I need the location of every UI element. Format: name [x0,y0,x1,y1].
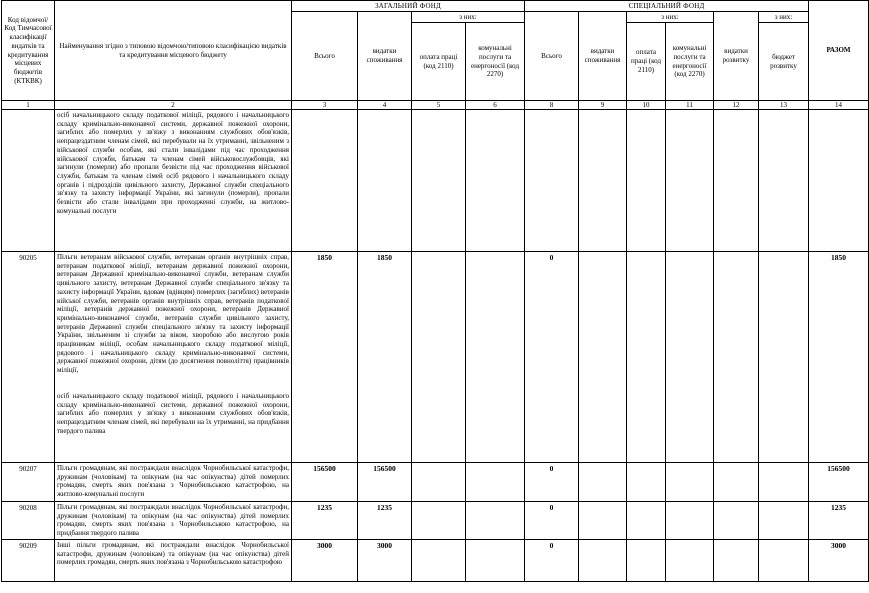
col-num: 4 [358,101,412,110]
col-num: 8 [525,101,579,110]
col-num: 5 [412,101,466,110]
row-grand-total: 1850 [809,252,869,463]
row-sp-total [525,110,579,252]
header-sp-of-which-2: з них: [759,12,809,23]
header-consumption: видатки споживання [358,12,412,101]
header-sp-development: видатки розвитку [714,12,759,101]
table-row [2,502,869,540]
col-num: 3 [292,101,358,110]
column-number-row [2,101,869,110]
header-salary: оплата праці (код 2110) [412,23,466,101]
col-num: 9 [579,101,627,110]
row-code: 90208 [2,502,55,540]
table-row [2,540,869,582]
header-utilities: комунальні послуги та енергоносії (код 2270) [466,23,525,101]
row-consumption: 3000 [358,540,412,582]
row-grand-total: 156500 [809,463,869,502]
col-num: 13 [759,101,809,110]
header-grand-total: РАЗОМ [809,1,869,101]
col-num: 6 [466,101,525,110]
col-num: 10 [627,101,666,110]
row-grand-total: 3000 [809,540,869,582]
col-num: 14 [809,101,869,110]
header-sp-salary: оплата праці (код 2110) [627,23,666,101]
header-code: Код відомчої/Код Тимчасової класифікації видатків та кредитування місцевих бюджетів (КТКВК) [2,1,55,101]
row-name: Інші пільги громадянам, які постраждали внаслідок Чорнобильської катастрофи, дружинам (чоловікам) та опікунам (на час опікунства) дітей померлих громадян, смерть яких пов'язана з Чорнобильською катастрофою [55,540,292,582]
col-num: 11 [666,101,714,110]
header-sp-total: Всього [525,12,579,101]
header-general-fund: ЗАГАЛЬНИЙ ФОНД [292,1,525,12]
row-sp-total: 0 [525,502,579,540]
row-sp-total: 0 [525,252,579,463]
row-code: 90207 [2,463,55,502]
header-sp-of-which: з них: [627,12,714,23]
table-row [2,463,869,502]
col-num: 1 [2,101,55,110]
row-name: Пільги громадянам, які постраждали внаслідок Чорнобильської катастрофи, дружинам (чоловікам) та опікунам (на час опікунства) дітей померлих громадян, смерть яких пов'язана з Чорнобильською катастрофою, на житлово-комунальні послуги [55,463,292,502]
col-num: 2 [55,101,292,110]
row-name [55,252,292,463]
row-sp-total: 0 [525,463,579,502]
table-row [2,252,869,463]
header-of-which: з них: [412,12,525,23]
row-total: 3000 [292,540,358,582]
row-total: 1850 [292,252,358,463]
row-name: осіб начальницького складу податкової міліції, рядового і начальницького складу кримінально-виконавчої системи, державної пожежної охорони, загиблих або померлих у зв'язку з виконанням службових обов'язків, непрацездатним членам сімей, які перебували на їх утриманні, звільненим з військової служби особам, які стали інвалідами під час проходження військової служби, батькам та членам сімей військовослужбовців, які загинули (померли) або пропали безвісти під час проходження військової служби, батькам та членам сімей осіб рядового і начальницького складу органів і підрозділів цивільного захисту, Державної служби спеціального зв'язку та захисту інформації України, які загинули (померли), пропали безвісти або стали інвалідами при проходженні служби, на житлово-комунальні послуги [55,110,292,252]
col-num: 12 [714,101,759,110]
row-total: 1235 [292,502,358,540]
row-consumption: 156500 [358,463,412,502]
row-consumption [358,110,412,252]
row-grand-total: 1235 [809,502,869,540]
row-total: 156500 [292,463,358,502]
header-total: Всього [292,12,358,101]
header-sp-utilities: комунальні послуги та енергоносії (код 2270) [666,23,714,101]
table-row [2,110,869,252]
header-sp-budget-dev: бюджет розвитку [759,23,809,101]
row-total [292,110,358,252]
header-special-fund: СПЕЦІАЛЬНИЙ ФОНД [525,1,809,12]
row-sp-total: 0 [525,540,579,582]
header-name: Найменування згідно з типовою відомчою/типовою класифікацією видатків та кредитування місцевого бюджету [55,1,292,101]
row-code: 90205 [2,252,55,463]
row-code [2,110,55,252]
row-code: 90209 [2,540,55,582]
row-name-part-2: осіб начальницького складу податкової міліції, рядового і начальницького складу кримінально-виконавчої системи, державної пожежної охорони, загиблих або померлих у зв'язку з виконанням службових обов'язків, непрацездатним членам сімей, які перебували на їх утриманні, на придбання твердого палива [57,391,289,435]
row-name-part-1: Пільги ветеранам військової служби, ветеранам органів внутрішніх справ, ветеранам податкової міліції, ветеранам державної пожежної охорони, ветеранам Державної кримінально-виконавчої служби, ветеранам служби цивільного захисту, ветеранам Державної служби спеціального зв'язку та захисту інформації України, вдовам (вдівцям) померлих (загиблих) ветеранів війської служби, ветеранів органів внутрішніх справ, ветеранів податкової міліції, ветеранів державної пожежної охорони, ветеранів Державної кримінально-виконавчої служби, ветеранів служби цивільного захисту, ветеранів Державної служби спеціального зв'язку та захисту інформації України, звільненим зі служби за віком, хворобою або вислугою років працівникам міліції, особам начальницького складу податкової міліції, рядового і начальницького складу кримінально-виконавчої системи, державної пожежної охорони, дітям (до досягнення повноліття) працівників міліції, [57,253,289,375]
budget-table [1,0,869,582]
row-grand-total [809,110,869,252]
row-consumption: 1850 [358,252,412,463]
header-sp-consumption: видатки споживання [579,12,627,101]
row-name: Пільги громадянам, які постраждали внаслідок Чорнобильської катастрофи, дружинам (чоловікам) та опікунам (на час опікунства) дітей померлих громадян, смерть яких пов'язана з Чорнобильською катастрофою, на придбання твердого палива [55,502,292,540]
row-consumption: 1235 [358,502,412,540]
